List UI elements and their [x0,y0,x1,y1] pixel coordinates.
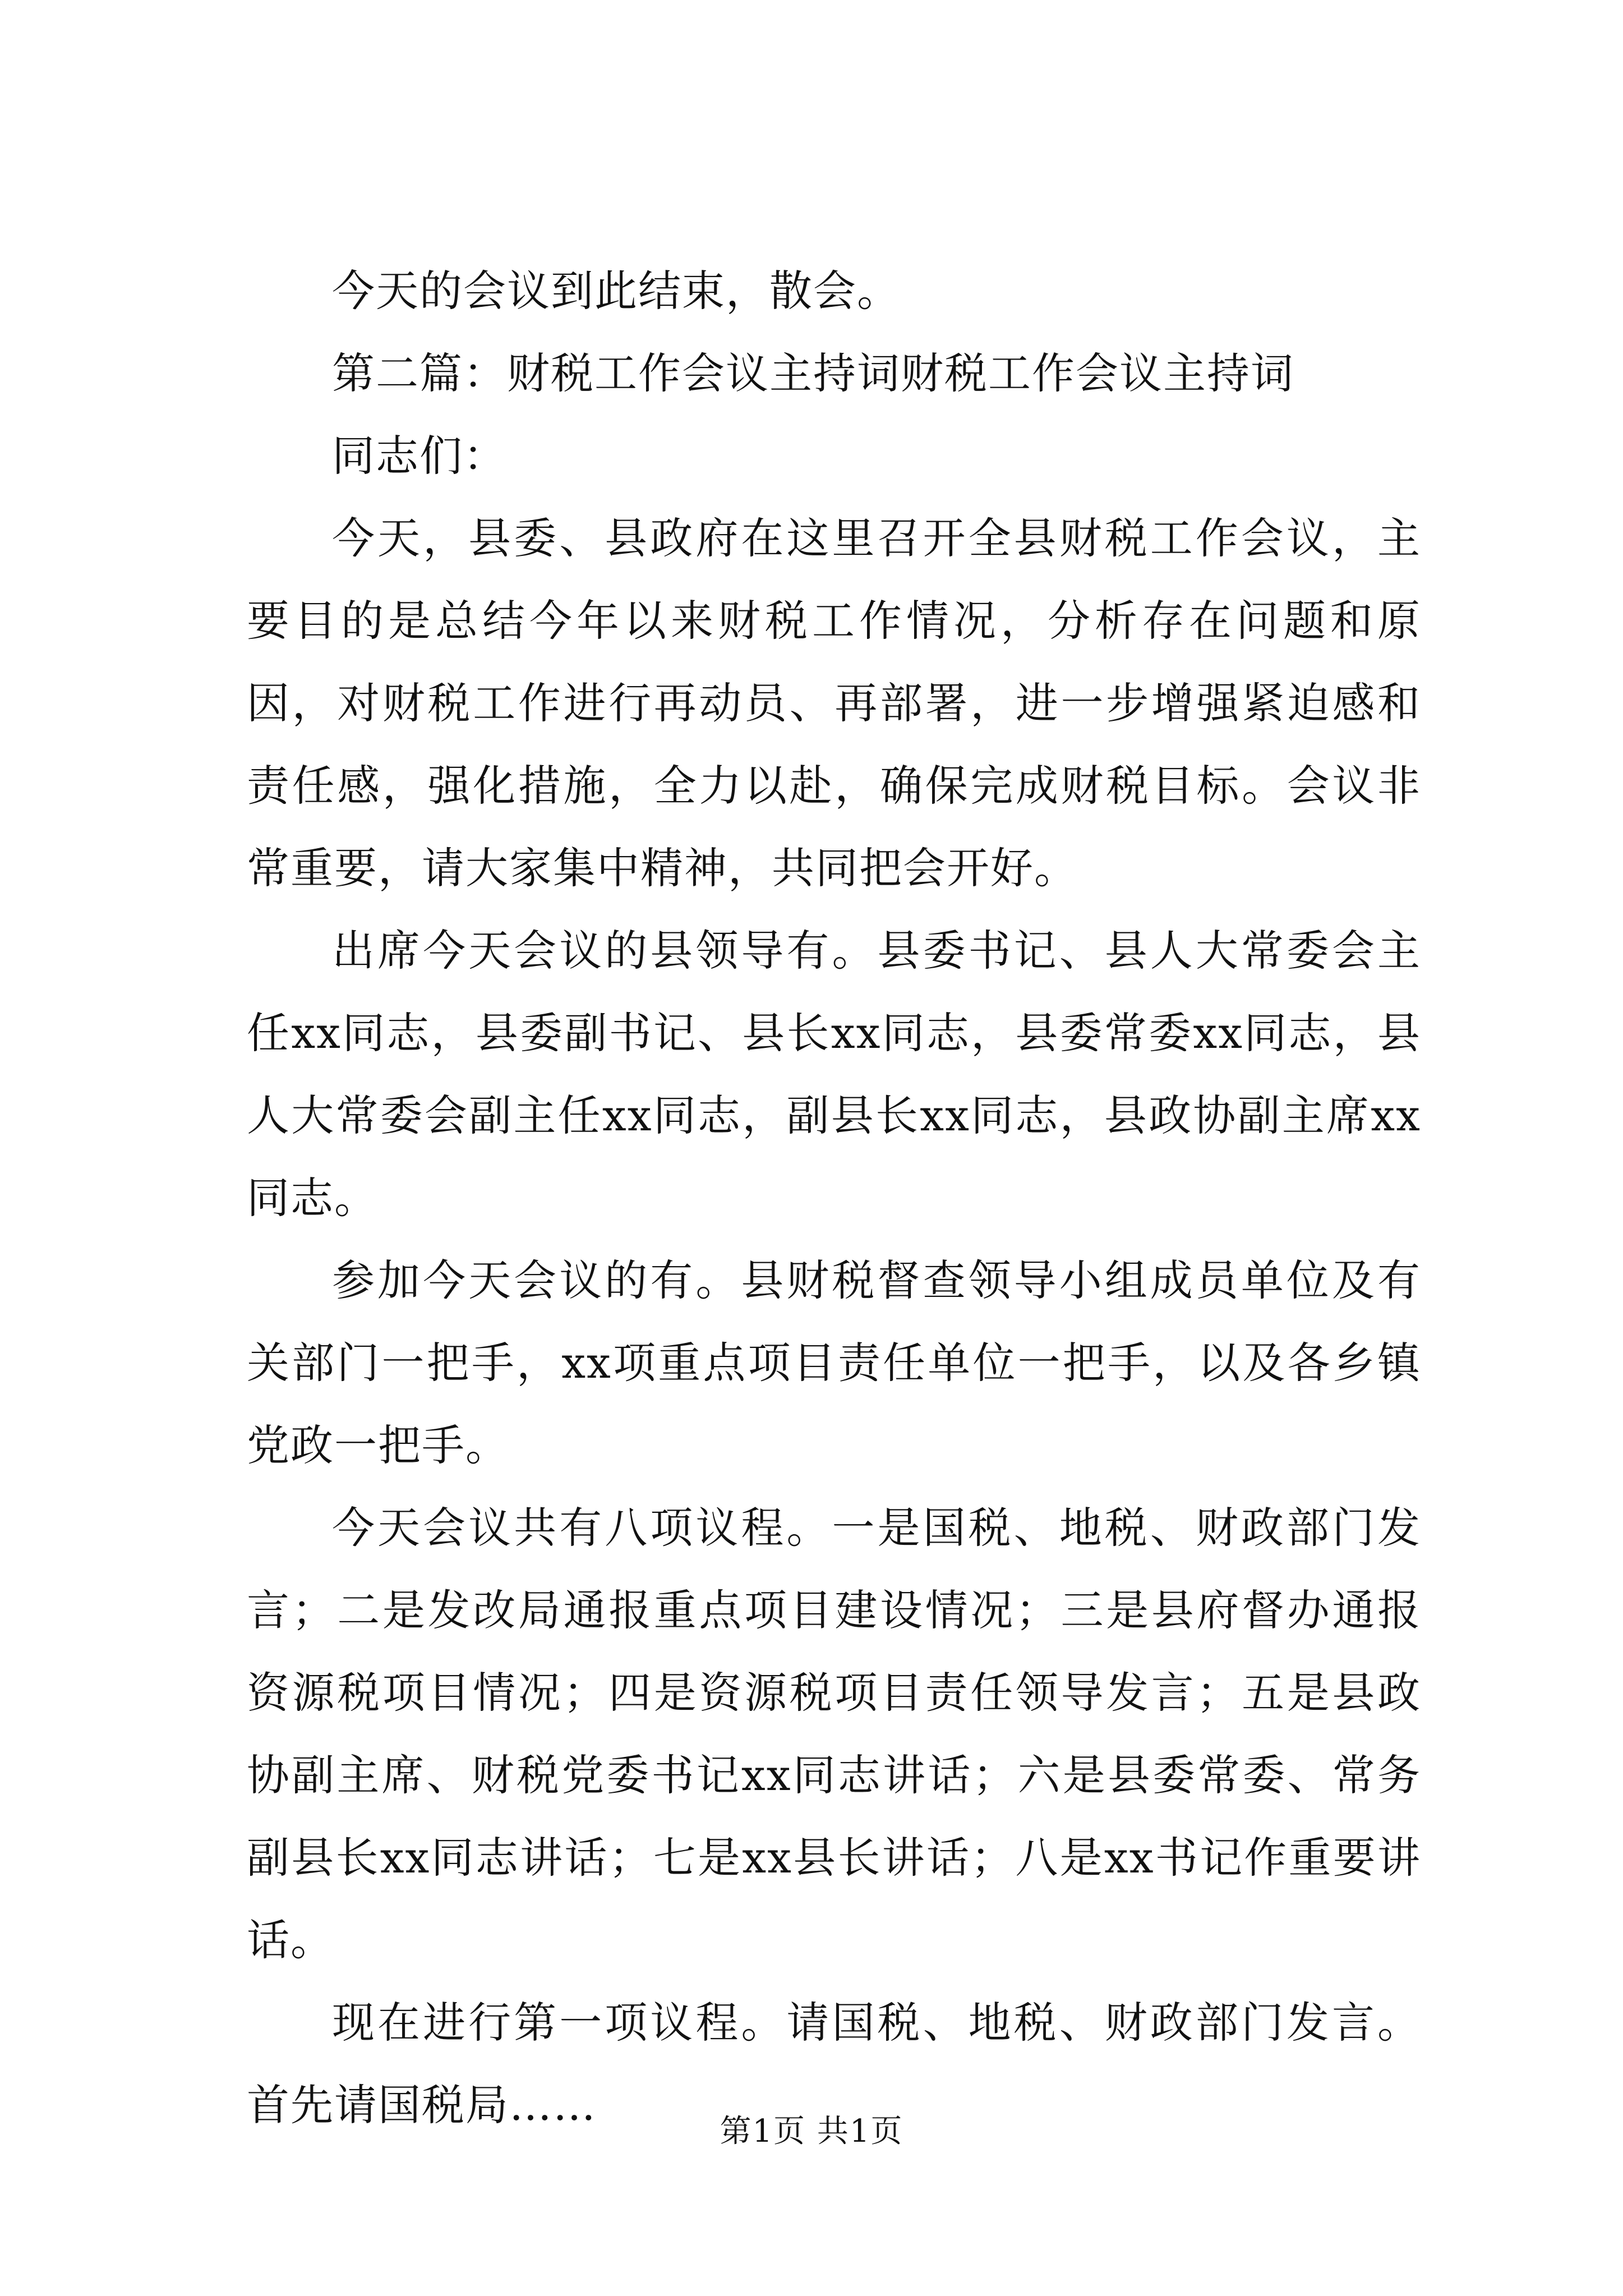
paragraph-attending-leaders: 出席今天会议的县领导有。县委书记、县人大常委会主任xx同志，县委副书记、县长xx同志，县委常委xx同志，县人大常委会副主任xx同志，副县长xx同志，县政协副主席xx同志。 [247,926,1421,1223]
paragraph-purpose: 今天，县委、县政府在这里召开全县财税工作会议，主要目的是总结今年以来财税工作情况，分析存在问题和原因，对财税工作进行再动员、再部署，进一步增强紧迫感和责任感，强化措施，全力以赴，确保完成财税目标。会议非常重要，请大家集中精神，共同把会开好。 [247,513,1421,893]
paragraph-agenda: 今天会议共有八项议程。一是国税、地税、财政部门发言；二是发改局通报重点项目建设情况；三是县府督办通报资源税项目情况；四是资源税项目责任领导发言；五是县政协副主席、财税党委书记xx同志讲话；六是县委常委、常务副县长xx同志讲话；七是xx县长讲话；八是xx书记作重要讲话。 [247,1503,1421,1965]
document-body [247,250,1421,2146]
paragraph-participants: 参加今天会议的有。县财税督查领导小组成员单位及有关部门一把手，xx项重点项目责任单位一把手，以及各乡镇党政一把手。 [247,1255,1421,1470]
page-footer: 第1页 共1页 [720,2113,903,2150]
paragraph-first-item: 现在进行第一项议程。请国税、地税、财政部门发言。首先请国税局…… [247,1998,1421,2130]
paragraph-salutation: 同志们： [332,431,507,481]
paragraph-section-title: 第二篇：财税工作会议主持词财税工作会议主持词 [332,348,1294,398]
paragraph-closing: 今天的会议到此结束，散会。 [332,266,901,316]
